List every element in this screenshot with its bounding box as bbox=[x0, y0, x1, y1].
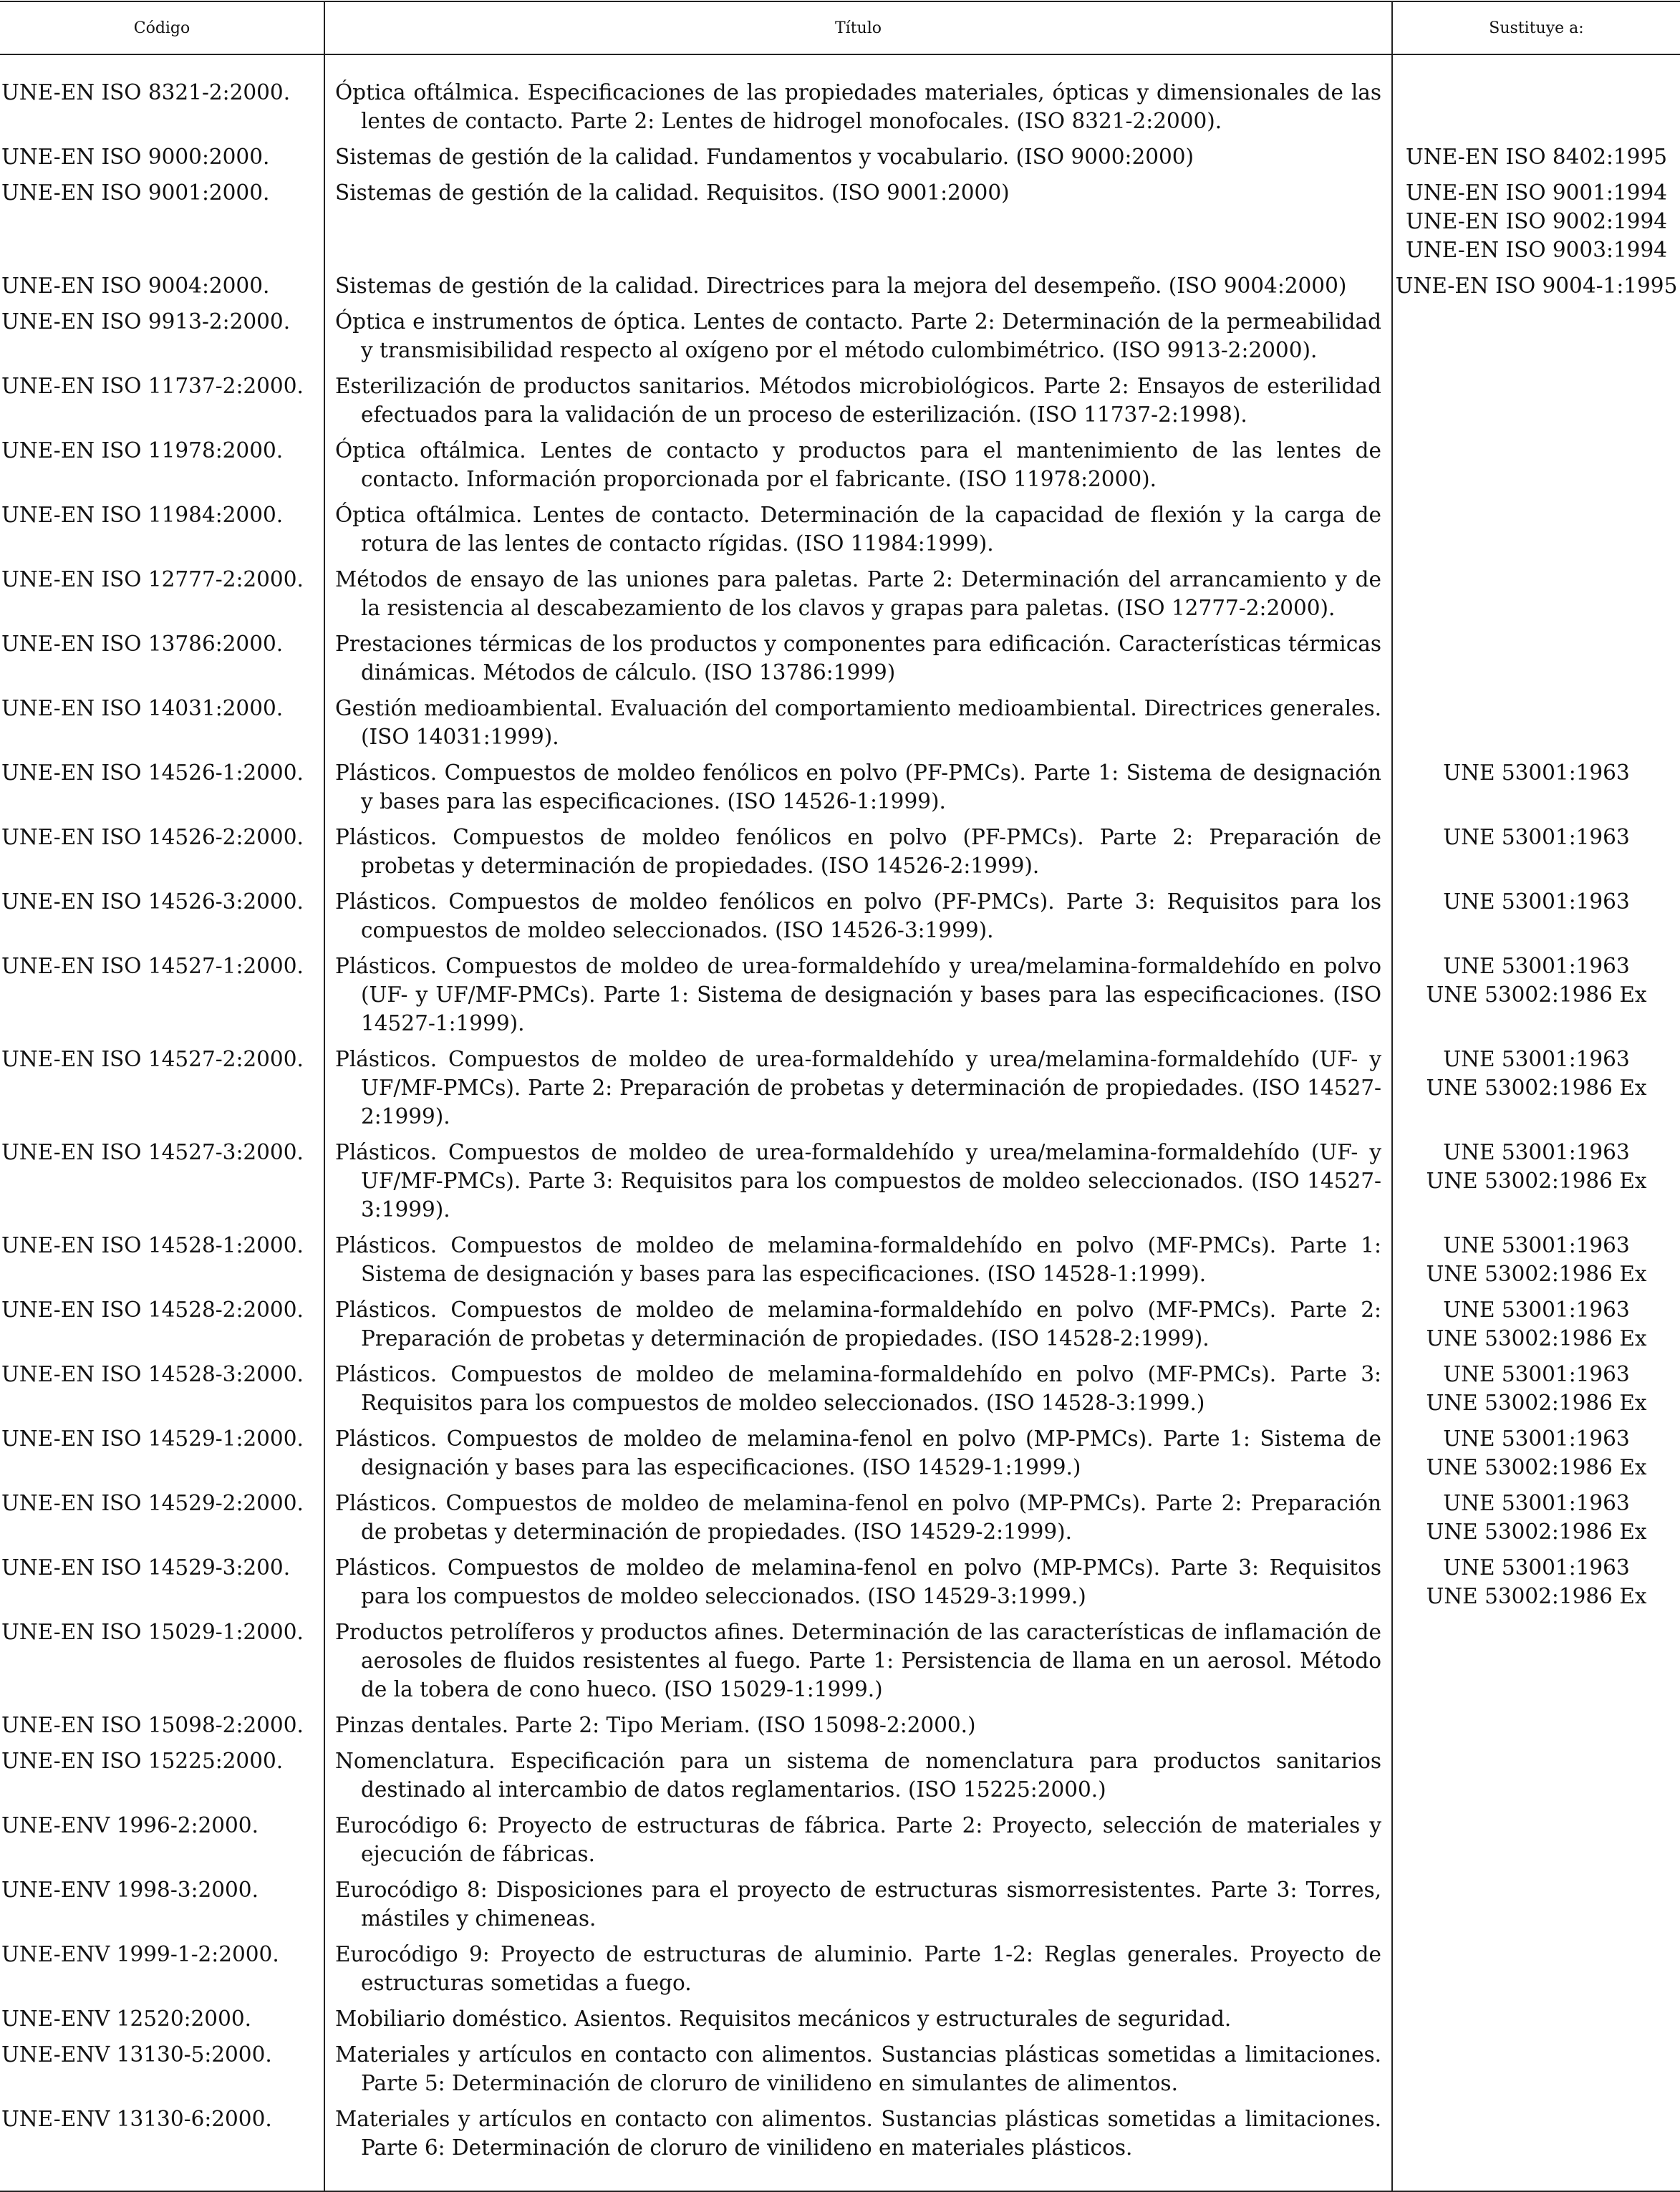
standard-code: UNE-EN ISO 14527-1:2000. bbox=[0, 952, 324, 1045]
table-row bbox=[0, 565, 1680, 629]
standard-title-cell bbox=[324, 1138, 1392, 1231]
table-row bbox=[0, 1553, 1680, 1618]
standard-code: UNE-EN ISO 14528-2:2000. bbox=[0, 1295, 324, 1360]
standard-code: UNE-ENV 1996-2:2000. bbox=[0, 1811, 324, 1875]
standard-code: UNE-EN ISO 11984:2000. bbox=[0, 501, 324, 565]
replaced-standard: UNE 53002:1986 Ex bbox=[1426, 1520, 1647, 1544]
standard-code: UNE-EN ISO 9004:2000. bbox=[0, 271, 324, 307]
standard-title: Prestaciones térmicas de los productos y componentes para edificación. Características térmicas dinámicas. Métodos de cálculo. (ISO 13786:1999) bbox=[335, 632, 1381, 685]
table-row bbox=[0, 629, 1680, 694]
table-row bbox=[0, 1138, 1680, 1231]
standard-title: Materiales y artículos en contacto con alimentos. Sustancias plásticas sometidas a limitaciones. Parte 5: Determinación de cloruro de vinilideno en simulantes de alimentos. bbox=[335, 2042, 1381, 2095]
standard-title-cell bbox=[324, 436, 1392, 501]
standard-title: Plásticos. Compuestos de moldeo de urea-formaldehído y urea/melamina-formaldehído (UF- y UF/MF-PMCs). Parte 2: Preparación de probetas y determinación de propiedades. (ISO 14527-2:1999). bbox=[335, 1047, 1381, 1129]
table-body bbox=[0, 54, 1680, 2191]
table-row bbox=[0, 887, 1680, 952]
standard-title: Eurocódigo 6: Proyecto de estructuras de fábrica. Parte 2: Proyecto, selección de materiales y ejecución de fábricas. bbox=[335, 1813, 1381, 1866]
standard-code: UNE-EN ISO 9001:2000. bbox=[0, 178, 324, 271]
standard-title: Sistemas de gestión de la calidad. Requisitos. (ISO 9001:2000) bbox=[335, 180, 1010, 205]
replaces-cell bbox=[1392, 1618, 1680, 1711]
standard-title: Esterilización de productos sanitarios. Métodos microbiológicos. Parte 2: Ensayos de esterilidad efectuados para la validación de un proceso de esterilización. (ISO 11737-2:1998). bbox=[335, 374, 1381, 427]
standard-code: UNE-EN ISO 11978:2000. bbox=[0, 436, 324, 501]
table-row bbox=[0, 1875, 1680, 1940]
standard-code: UNE-EN ISO 13786:2000. bbox=[0, 629, 324, 694]
replaces-cell bbox=[1392, 1811, 1680, 1875]
replaced-standard: UNE 53002:1986 Ex bbox=[1426, 1262, 1647, 1286]
standard-code: UNE-EN ISO 14526-3:2000. bbox=[0, 887, 324, 952]
standard-title-cell bbox=[324, 758, 1392, 823]
header-sustituye: Sustituye a: bbox=[1392, 1, 1680, 54]
replaced-standard: UNE 53001:1963 bbox=[1443, 954, 1630, 978]
table-row bbox=[0, 1231, 1680, 1295]
table-row bbox=[0, 694, 1680, 758]
replaces-cell bbox=[1392, 1424, 1680, 1489]
replaces-cell bbox=[1392, 758, 1680, 823]
standard-code: UNE-ENV 1999-1-2:2000. bbox=[0, 1940, 324, 2004]
standard-code: UNE-EN ISO 15029-1:2000. bbox=[0, 1618, 324, 1711]
standard-title-cell bbox=[324, 1711, 1392, 1747]
replaces-cell bbox=[1392, 1553, 1680, 1618]
standard-title-cell bbox=[324, 565, 1392, 629]
standard-title: Óptica oftálmica. Especificaciones de las propiedades materiales, ópticas y dimensionales de las lentes de contacto. Parte 2: Lentes de hidrogel monofocales. (ISO 8321-2:2000). bbox=[335, 80, 1381, 133]
standard-code: UNE-EN ISO 14528-1:2000. bbox=[0, 1231, 324, 1295]
standard-title-cell bbox=[324, 178, 1392, 271]
standard-code: UNE-EN ISO 15225:2000. bbox=[0, 1747, 324, 1811]
standard-code: UNE-ENV 12520:2000. bbox=[0, 2004, 324, 2040]
table-row bbox=[0, 1360, 1680, 1424]
standard-title: Plásticos. Compuestos de moldeo fenólicos en polvo (PF-PMCs). Parte 2: Preparación de probetas y determinación de propiedades. (ISO 14526-2:1999). bbox=[335, 825, 1381, 878]
replaces-cell bbox=[1392, 436, 1680, 501]
table-row bbox=[0, 1489, 1680, 1553]
table-header bbox=[0, 1, 1680, 54]
standard-code: UNE-EN ISO 14527-2:2000. bbox=[0, 1045, 324, 1138]
replaces-cell bbox=[1392, 271, 1680, 307]
standard-title-cell bbox=[324, 1045, 1392, 1138]
table-row bbox=[0, 758, 1680, 823]
replaces-cell bbox=[1392, 2040, 1680, 2105]
standard-title-cell bbox=[324, 1553, 1392, 1618]
standard-title-cell bbox=[324, 1424, 1392, 1489]
replaces-cell bbox=[1392, 1231, 1680, 1295]
replaced-standard: UNE 53002:1986 Ex bbox=[1426, 1169, 1647, 1193]
standard-title: Plásticos. Compuestos de moldeo de urea-formaldehído y urea/melamina-formaldehído en polvo (UF- y UF/MF-PMCs). Parte 1: Sistema de designación y bases para las especificaciones. (ISO 14527-1:1999). bbox=[335, 954, 1381, 1035]
standard-title: Productos petrolíferos y productos afines. Determinación de las características de inflamación de aerosoles de fluidos resistentes al fuego. Parte 1: Persistencia de llama en un aerosol. Método de la tobera de cono hueco. (ISO 15029-1:1999.) bbox=[335, 1620, 1381, 1701]
replaced-standard: UNE 53002:1986 Ex bbox=[1426, 982, 1647, 1007]
standard-title-cell bbox=[324, 372, 1392, 436]
standard-title: Sistemas de gestión de la calidad. Directrices para la mejora del desempeño. (ISO 9004:2000) bbox=[335, 274, 1347, 298]
replaces-cell bbox=[1392, 1940, 1680, 2004]
standard-code: UNE-EN ISO 14529-3:200. bbox=[0, 1553, 324, 1618]
replaces-cell bbox=[1392, 565, 1680, 629]
table-row bbox=[0, 1811, 1680, 1875]
replaced-standard: UNE 53001:1963 bbox=[1443, 825, 1630, 849]
table-row bbox=[0, 1618, 1680, 1711]
replaced-standard: UNE 53002:1986 Ex bbox=[1426, 1326, 1647, 1351]
standard-title-cell bbox=[324, 271, 1392, 307]
standard-code: UNE-ENV 13130-6:2000. bbox=[0, 2105, 324, 2191]
table-row bbox=[0, 823, 1680, 887]
standard-title-cell bbox=[324, 1811, 1392, 1875]
standard-title-cell bbox=[324, 1875, 1392, 1940]
header-codigo: Código bbox=[0, 1, 324, 54]
standard-title: Nomenclatura. Especificación para un sistema de nomenclatura para productos sanitarios destinado al intercambio de datos reglamentarios. (ISO 15225:2000.) bbox=[335, 1749, 1381, 1802]
standard-title: Sistemas de gestión de la calidad. Fundamentos y vocabulario. (ISO 9000:2000) bbox=[335, 145, 1194, 169]
replaced-standard: UNE 53001:1963 bbox=[1443, 1298, 1630, 1322]
standard-title: Mobiliario doméstico. Asientos. Requisitos mecánicos y estructurales de seguridad. bbox=[335, 2007, 1232, 2031]
table-row bbox=[0, 952, 1680, 1045]
standard-title-cell bbox=[324, 629, 1392, 694]
replaces-cell bbox=[1392, 1489, 1680, 1553]
table-row bbox=[0, 2004, 1680, 2040]
replaced-standard: UNE 53001:1963 bbox=[1443, 1362, 1630, 1386]
standard-code: UNE-ENV 1998-3:2000. bbox=[0, 1875, 324, 1940]
replaces-cell bbox=[1392, 2004, 1680, 2040]
table-row bbox=[0, 143, 1680, 178]
replaces-cell bbox=[1392, 54, 1680, 143]
replaces-cell bbox=[1392, 178, 1680, 271]
replaces-cell bbox=[1392, 143, 1680, 178]
standard-title-cell bbox=[324, 1489, 1392, 1553]
standard-title: Óptica oftálmica. Lentes de contacto y productos para el mantenimiento de las lentes de contacto. Información proporcionada por el fabricante. (ISO 11978:2000). bbox=[335, 438, 1381, 491]
replaced-standard: UNE 53001:1963 bbox=[1443, 1047, 1630, 1071]
standard-code: UNE-EN ISO 12777-2:2000. bbox=[0, 565, 324, 629]
standard-title-cell bbox=[324, 1940, 1392, 2004]
replaced-standard: UNE-EN ISO 9002:1994 bbox=[1406, 209, 1667, 233]
standard-title: Plásticos. Compuestos de moldeo de melamina-formaldehído en polvo (MF-PMCs). Parte 1: Sistema de designación y bases para las especificaciones. (ISO 14528-1:1999). bbox=[335, 1233, 1381, 1286]
standard-title: Plásticos. Compuestos de moldeo de melamina-formaldehído en polvo (MF-PMCs). Parte 3: Requisitos para los compuestos de moldeo seleccionados. (ISO 14528-3:1999.) bbox=[335, 1362, 1381, 1415]
standard-title: Óptica oftálmica. Lentes de contacto. Determinación de la capacidad de flexión y la carga de rotura de las lentes de contacto rígidas. (ISO 11984:1999). bbox=[335, 503, 1381, 556]
table-row bbox=[0, 54, 1680, 143]
replaces-cell bbox=[1392, 1138, 1680, 1231]
table-row bbox=[0, 372, 1680, 436]
standard-title: Métodos de ensayo de las uniones para paletas. Parte 2: Determinación del arrancamiento y de la resistencia al descabezamiento de los clavos y grapas para paletas. (ISO 12777-2:2000). bbox=[335, 567, 1381, 620]
replaced-standard: UNE-EN ISO 8402:1995 bbox=[1406, 145, 1667, 169]
standard-title-cell bbox=[324, 952, 1392, 1045]
standard-title-cell bbox=[324, 2040, 1392, 2105]
table-row bbox=[0, 1711, 1680, 1747]
replaced-standard: UNE-EN ISO 9003:1994 bbox=[1406, 238, 1667, 262]
replaces-cell bbox=[1392, 1875, 1680, 1940]
replaced-standard: UNE 53001:1963 bbox=[1443, 1233, 1630, 1257]
standard-title-cell bbox=[324, 307, 1392, 372]
standard-title: Materiales y artículos en contacto con alimentos. Sustancias plásticas sometidas a limitaciones. Parte 6: Determinación de cloruro de vinilideno en materiales plásticos. bbox=[335, 2107, 1381, 2160]
standard-code: UNE-EN ISO 11737-2:2000. bbox=[0, 372, 324, 436]
standard-title: Plásticos. Compuestos de moldeo de melamina-fenol en polvo (MP-PMCs). Parte 1: Sistema de designación y bases para las especificaciones. (ISO 14529-1:1999.) bbox=[335, 1426, 1381, 1479]
replaces-cell bbox=[1392, 2105, 1680, 2191]
replaces-cell bbox=[1392, 823, 1680, 887]
replaced-standard: UNE 53002:1986 Ex bbox=[1426, 1391, 1647, 1415]
standard-title-cell bbox=[324, 1295, 1392, 1360]
standard-code: UNE-EN ISO 14529-2:2000. bbox=[0, 1489, 324, 1553]
replaced-standard: UNE 53001:1963 bbox=[1443, 1140, 1630, 1164]
replaced-standard: UNE 53001:1963 bbox=[1443, 1491, 1630, 1515]
standard-title: Plásticos. Compuestos de moldeo fenólicos en polvo (PF-PMCs). Parte 3: Requisitos para los compuestos de moldeo seleccionados. (ISO 14526-3:1999). bbox=[335, 889, 1381, 942]
standard-code: UNE-ENV 13130-5:2000. bbox=[0, 2040, 324, 2105]
standard-title: Óptica e instrumentos de óptica. Lentes de contacto. Parte 2: Determinación de la permeabilidad y transmisibilidad respecto al oxígeno por el método culombimétrico. (ISO 9913-2:2000). bbox=[335, 309, 1381, 362]
header-titulo: Título bbox=[324, 1, 1392, 54]
replaced-standard: UNE 53002:1986 Ex bbox=[1426, 1076, 1647, 1100]
standards-table bbox=[0, 1, 1680, 2192]
replaces-cell bbox=[1392, 629, 1680, 694]
replaces-cell bbox=[1392, 501, 1680, 565]
standard-title-cell bbox=[324, 1360, 1392, 1424]
standard-code: UNE-EN ISO 14031:2000. bbox=[0, 694, 324, 758]
replaces-cell bbox=[1392, 887, 1680, 952]
replaces-cell bbox=[1392, 952, 1680, 1045]
standard-title: Eurocódigo 9: Proyecto de estructuras de aluminio. Parte 1-2: Reglas generales. Proyecto de estructuras sometidas a fuego. bbox=[335, 1942, 1381, 1995]
standard-code: UNE-EN ISO 14527-3:2000. bbox=[0, 1138, 324, 1231]
standard-title-cell bbox=[324, 2004, 1392, 2040]
standard-code: UNE-EN ISO 9000:2000. bbox=[0, 143, 324, 178]
table-row bbox=[0, 1045, 1680, 1138]
standard-code: UNE-EN ISO 14528-3:2000. bbox=[0, 1360, 324, 1424]
standard-code: UNE-EN ISO 15098-2:2000. bbox=[0, 1711, 324, 1747]
standard-title-cell bbox=[324, 143, 1392, 178]
standard-title: Plásticos. Compuestos de moldeo de urea-formaldehído y urea/melamina-formaldehído (UF- y UF/MF-PMCs). Parte 3: Requisitos para los compuestos de moldeo seleccionados. (ISO 14527-3:1999). bbox=[335, 1140, 1381, 1222]
standard-title-cell bbox=[324, 887, 1392, 952]
replaces-cell bbox=[1392, 1295, 1680, 1360]
standard-title: Plásticos. Compuestos de moldeo fenólicos en polvo (PF-PMCs). Parte 1: Sistema de designación y bases para las especificaciones. (ISO 14526-1:1999). bbox=[335, 761, 1381, 813]
replaced-standard: UNE-EN ISO 9004-1:1995 bbox=[1395, 274, 1678, 298]
replaces-cell bbox=[1392, 1045, 1680, 1138]
standard-title: Gestión medioambiental. Evaluación del comportamiento medioambiental. Directrices generales. (ISO 14031:1999). bbox=[335, 696, 1381, 749]
replaced-standard: UNE 53001:1963 bbox=[1443, 1426, 1630, 1451]
standard-title: Pinzas dentales. Parte 2: Tipo Meriam. (ISO 15098-2:2000.) bbox=[335, 1713, 976, 1737]
replaced-standard: UNE 53001:1963 bbox=[1443, 761, 1630, 785]
table-row bbox=[0, 1424, 1680, 1489]
standard-code: UNE-EN ISO 14526-1:2000. bbox=[0, 758, 324, 823]
standard-title: Plásticos. Compuestos de moldeo de melamina-fenol en polvo (MP-PMCs). Parte 2: Preparación de probetas y determinación de propiedades. (ISO 14529-2:1999). bbox=[335, 1491, 1381, 1544]
standard-title-cell bbox=[324, 54, 1392, 143]
table-row bbox=[0, 307, 1680, 372]
standard-title-cell bbox=[324, 823, 1392, 887]
replaced-standard: UNE 53002:1986 Ex bbox=[1426, 1584, 1647, 1608]
table-row bbox=[0, 1940, 1680, 2004]
replaces-cell bbox=[1392, 307, 1680, 372]
standard-title: Eurocódigo 8: Disposiciones para el proyecto de estructuras sismorresistentes. Parte 3: Torres, mástiles y chimeneas. bbox=[335, 1878, 1381, 1931]
replaced-standard: UNE-EN ISO 9001:1994 bbox=[1406, 180, 1667, 205]
table-row bbox=[0, 178, 1680, 271]
replaced-standard: UNE 53001:1963 bbox=[1443, 889, 1630, 914]
standard-title-cell bbox=[324, 1747, 1392, 1811]
standard-code: UNE-EN ISO 14526-2:2000. bbox=[0, 823, 324, 887]
standard-title-cell bbox=[324, 501, 1392, 565]
replaced-standard: UNE 53002:1986 Ex bbox=[1426, 1455, 1647, 1479]
table-row bbox=[0, 501, 1680, 565]
table-row bbox=[0, 271, 1680, 307]
table-row bbox=[0, 2105, 1680, 2191]
standard-title-cell bbox=[324, 1618, 1392, 1711]
replaces-cell bbox=[1392, 1711, 1680, 1747]
standard-title-cell bbox=[324, 694, 1392, 758]
table-row bbox=[0, 436, 1680, 501]
table-row bbox=[0, 2040, 1680, 2105]
replaces-cell bbox=[1392, 694, 1680, 758]
standard-code: UNE-EN ISO 9913-2:2000. bbox=[0, 307, 324, 372]
standard-code: UNE-EN ISO 14529-1:2000. bbox=[0, 1424, 324, 1489]
replaces-cell bbox=[1392, 372, 1680, 436]
replaces-cell bbox=[1392, 1360, 1680, 1424]
table-row bbox=[0, 1747, 1680, 1811]
table-row bbox=[0, 1295, 1680, 1360]
standard-title: Plásticos. Compuestos de moldeo de melamina-formaldehído en polvo (MF-PMCs). Parte 2: Preparación de probetas y determinación de propiedades. (ISO 14528-2:1999). bbox=[335, 1298, 1381, 1351]
standard-title-cell bbox=[324, 1231, 1392, 1295]
replaced-standard: UNE 53001:1963 bbox=[1443, 1555, 1630, 1580]
replaces-cell bbox=[1392, 1747, 1680, 1811]
standard-title-cell bbox=[324, 2105, 1392, 2191]
standard-title: Plásticos. Compuestos de moldeo de melamina-fenol en polvo (MP-PMCs). Parte 3: Requisitos para los compuestos de moldeo seleccionados. (ISO 14529-3:1999.) bbox=[335, 1555, 1381, 1608]
standard-code: UNE-EN ISO 8321-2:2000. bbox=[0, 54, 324, 143]
